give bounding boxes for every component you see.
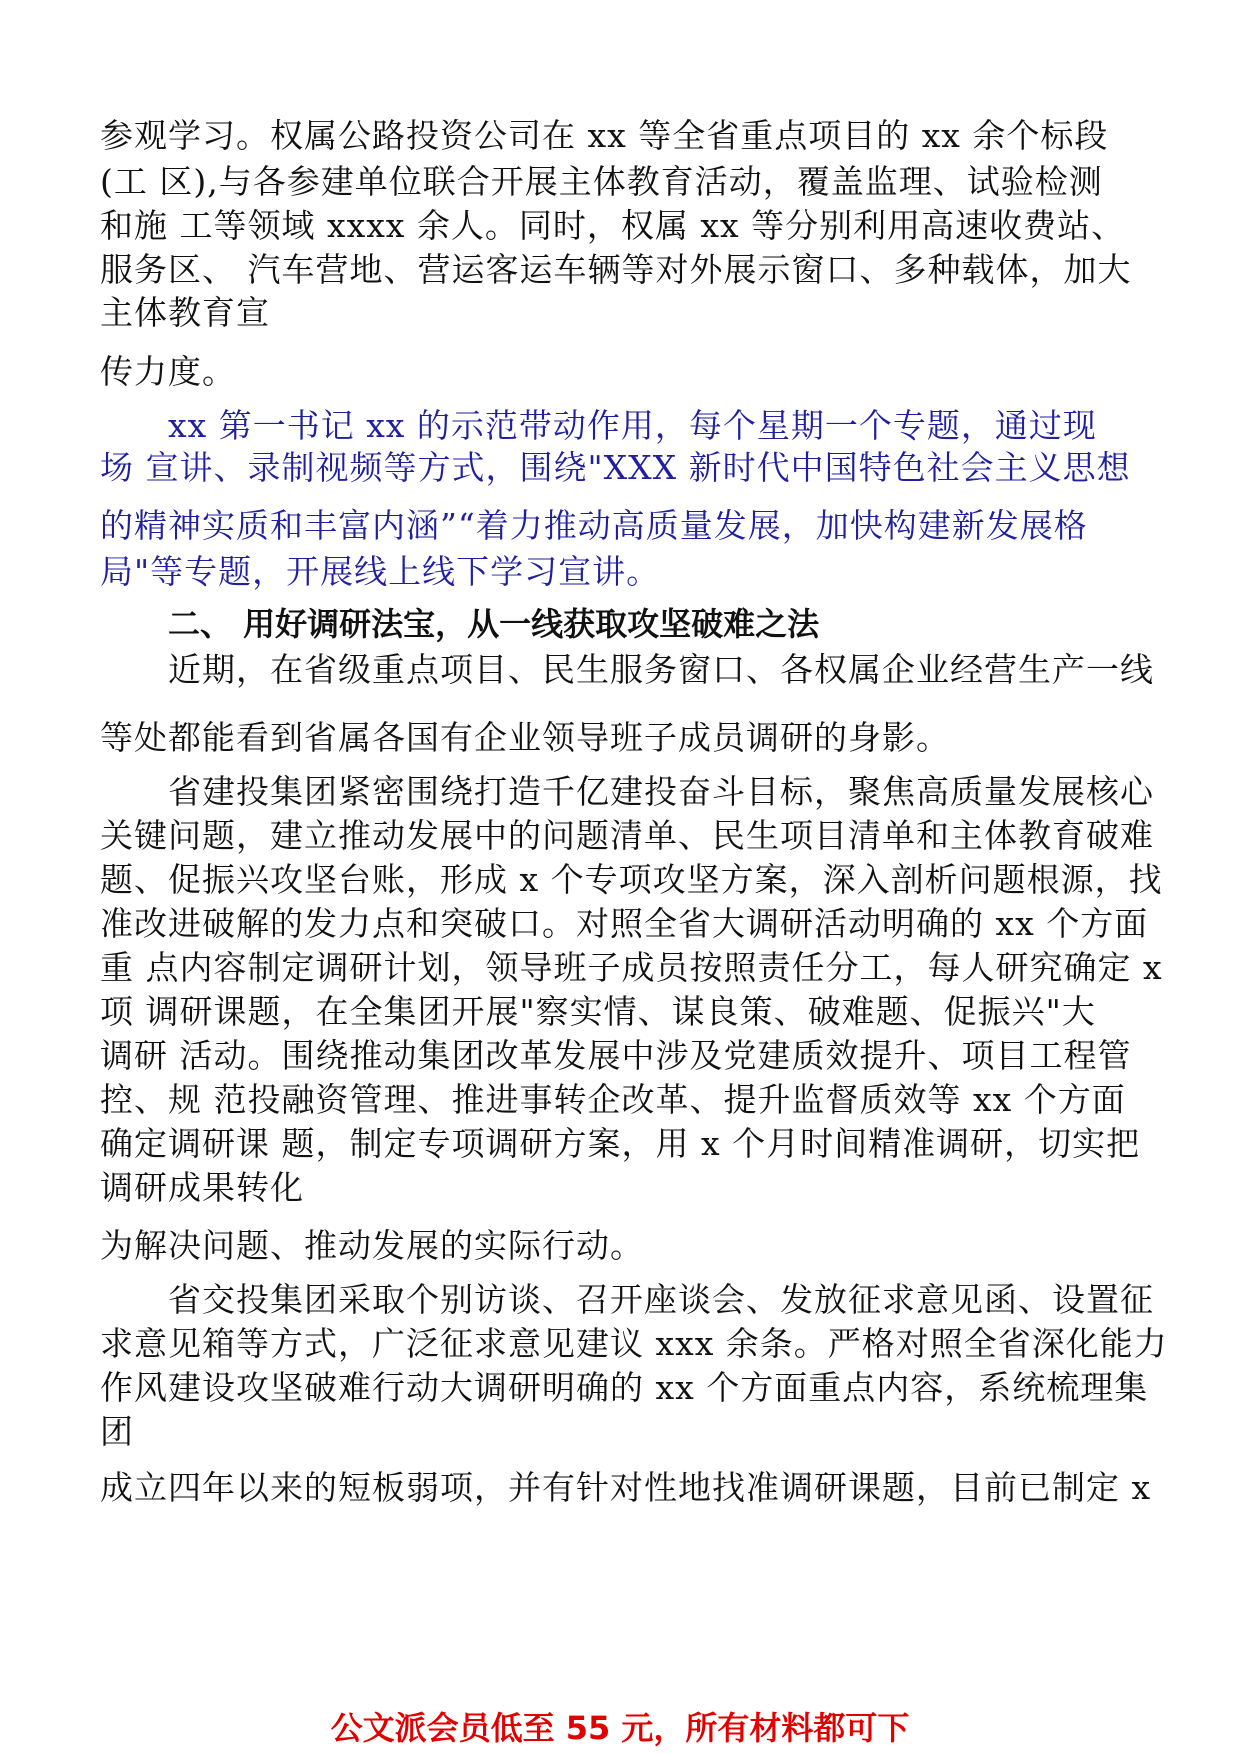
paragraph-line: 等处都能看到省属各国有企业领导班子成员调研的身影。 — [100, 718, 950, 757]
section-heading: 二、 用好调研法宝，从一线获取攻坚破难之法 — [168, 605, 820, 643]
paragraph-line: 调研成果转化 — [100, 1168, 304, 1207]
paragraph-line: 省交投集团采取个别访谈、召开座谈会、发放征求意见函、设置征 — [168, 1280, 1154, 1319]
paragraph-line: 服务区、 汽车营地、营运客运车辆等对外展示窗口、多种载体，加大 — [100, 250, 1132, 289]
paragraph-line: 省建投集团紧密围绕打造千亿建投奋斗目标，聚焦高质量发展核心 — [168, 772, 1154, 811]
paragraph-line: 题、促振兴攻坚台账，形成 x 个专项攻坚方案，深入剖析问题根源，找 — [100, 860, 1163, 899]
paragraph-line: 为解决问题、推动发展的实际行动。 — [100, 1226, 644, 1265]
paragraph-line: 主体教育宣 — [100, 293, 270, 332]
paragraph-line: 项 调研课题，在全集团开展"察实情、谋良策、破难题、促振兴"大 — [100, 992, 1096, 1031]
paragraph-line: 重 点内容制定调研计划，领导班子成员按照责任分工，每人研究确定 x — [100, 948, 1163, 987]
highlight-paragraph-line: xx 第一书记 xx 的示范带动作用，每个星期一个专题，通过现 — [168, 406, 1097, 445]
paragraph-line: 团 — [100, 1412, 134, 1451]
paragraph-line: 准改进破解的发力点和突破口。对照全省大调研活动明确的 xx 个方面 — [100, 904, 1149, 943]
paragraph-line: 关键问题，建立推动发展中的问题清单、民生项目清单和主体教育破难 — [100, 816, 1154, 855]
highlight-paragraph-line: 的精神实质和丰富内涵”“着力推动高质量发展，加快构建新发展格 — [100, 506, 1088, 545]
highlight-paragraph-line: 场 宣讲、录制视频等方式，围绕"XXX 新时代中国特色社会主义思想 — [100, 448, 1131, 487]
paragraph-line: 控、规 范投融资管理、推进事转企改革、提升监督质效等 xx 个方面 — [100, 1080, 1126, 1119]
paragraph-line: 和施 工等领域 xxxx 余人。同时，权属 xx 等分别利用高速收费站、 — [100, 206, 1126, 245]
footer-promo-text: 公文派会员低至 55 元，所有材料都可下 — [330, 1709, 910, 1747]
highlight-paragraph-line: 局"等专题，开展线上线下学习宣讲。 — [100, 552, 661, 591]
paragraph-line: 调研 活动。围绕推动集团改革发展中涉及党建质效提升、项目工程管 — [100, 1036, 1132, 1075]
paragraph-line: 参观学习。权属公路投资公司在 xx 等全省重点项目的 xx 余个标段 — [100, 116, 1109, 155]
paragraph-line: 确定调研课 题，制定专项调研方案，用 x 个月时间精准调研，切实把 — [100, 1124, 1141, 1163]
paragraph-line: 求意见箱等方式，广泛征求意见建议 xxx 余条。严格对照全省深化能力 — [100, 1324, 1168, 1363]
paragraph-line: 作风建设攻坚破难行动大调研明确的 xx 个方面重点内容，系统梳理集 — [100, 1368, 1149, 1407]
paragraph-line: 成立四年以来的短板弱项，并有针对性地找准调研课题，目前已制定 x — [100, 1468, 1152, 1507]
paragraph-line: 近期，在省级重点项目、民生服务窗口、各权属企业经营生产一线 — [168, 650, 1154, 689]
paragraph-line: (工 区),与各参建单位联合开展主体教育活动，覆盖监理、试验检测 — [100, 162, 1103, 201]
paragraph-line: 传力度。 — [100, 352, 236, 391]
